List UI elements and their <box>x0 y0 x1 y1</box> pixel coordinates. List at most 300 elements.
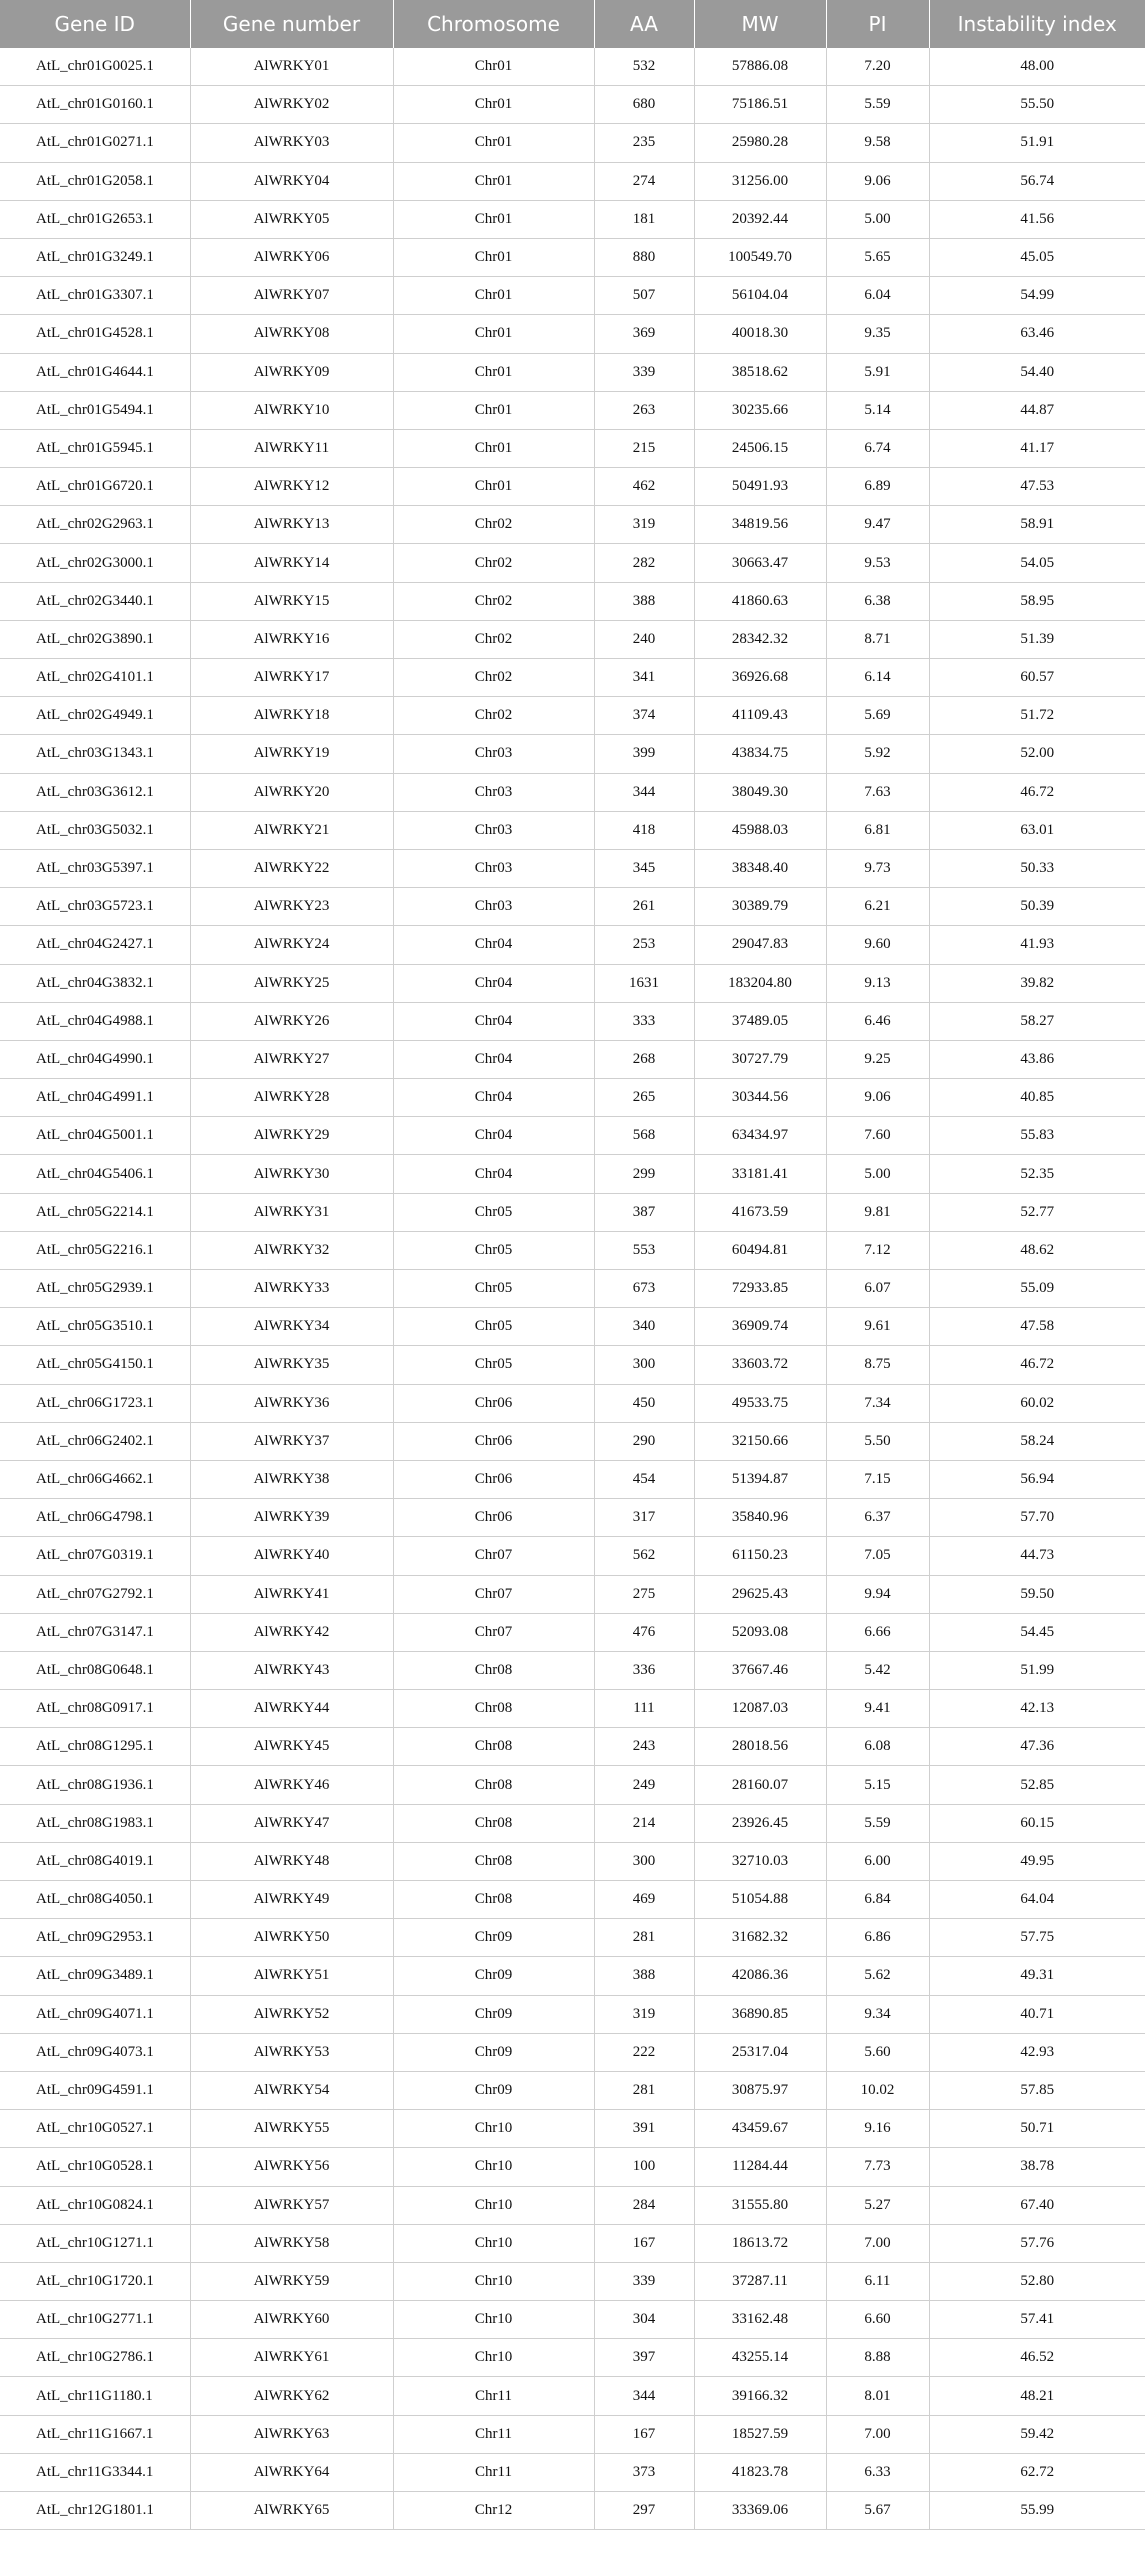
cell-gene-number: AlWRKY52 <box>190 1995 393 2033</box>
cell-aa: 235 <box>594 124 694 162</box>
cell-gene-number: AlWRKY41 <box>190 1575 393 1613</box>
cell-gene-number: AlWRKY53 <box>190 2033 393 2071</box>
cell-pi: 8.88 <box>826 2339 929 2377</box>
column-header-gene-number: Gene number <box>190 0 393 48</box>
cell-gene-id: AtL_chr07G2792.1 <box>0 1575 190 1613</box>
cell-aa: 507 <box>594 277 694 315</box>
cell-instability-index: 60.15 <box>929 1804 1145 1842</box>
cell-chromosome: Chr01 <box>393 315 594 353</box>
cell-gene-id: AtL_chr01G0025.1 <box>0 48 190 86</box>
table-row <box>0 582 1145 620</box>
cell-chromosome: Chr01 <box>393 277 594 315</box>
cell-gene-number: AlWRKY08 <box>190 315 393 353</box>
cell-gene-id: AtL_chr04G4988.1 <box>0 1002 190 1040</box>
cell-mw: 51394.87 <box>694 1460 826 1498</box>
cell-pi: 5.50 <box>826 1422 929 1460</box>
header-row <box>0 0 1145 48</box>
cell-mw: 30875.97 <box>694 2071 826 2109</box>
cell-chromosome: Chr09 <box>393 1995 594 2033</box>
cell-instability-index: 52.85 <box>929 1766 1145 1804</box>
cell-chromosome: Chr01 <box>393 124 594 162</box>
column-header-mw: MW <box>694 0 826 48</box>
table-row <box>0 773 1145 811</box>
cell-mw: 43459.67 <box>694 2110 826 2148</box>
cell-pi: 5.27 <box>826 2186 929 2224</box>
cell-aa: 333 <box>594 1002 694 1040</box>
cell-pi: 6.14 <box>826 659 929 697</box>
cell-mw: 31256.00 <box>694 162 826 200</box>
cell-aa: 469 <box>594 1881 694 1919</box>
cell-gene-number: AlWRKY63 <box>190 2415 393 2453</box>
cell-gene-id: AtL_chr01G6720.1 <box>0 468 190 506</box>
cell-pi: 5.65 <box>826 238 929 276</box>
cell-gene-number: AlWRKY17 <box>190 659 393 697</box>
cell-gene-number: AlWRKY50 <box>190 1919 393 1957</box>
cell-gene-number: AlWRKY55 <box>190 2110 393 2148</box>
cell-gene-id: AtL_chr08G1983.1 <box>0 1804 190 1842</box>
cell-chromosome: Chr11 <box>393 2377 594 2415</box>
cell-chromosome: Chr02 <box>393 659 594 697</box>
cell-mw: 37667.46 <box>694 1651 826 1689</box>
cell-gene-id: AtL_chr02G3890.1 <box>0 620 190 658</box>
cell-chromosome: Chr06 <box>393 1422 594 1460</box>
cell-gene-id: AtL_chr01G0271.1 <box>0 124 190 162</box>
cell-chromosome: Chr10 <box>393 2224 594 2262</box>
table-row <box>0 1079 1145 1117</box>
cell-gene-number: AlWRKY45 <box>190 1728 393 1766</box>
cell-gene-number: AlWRKY30 <box>190 1155 393 1193</box>
cell-mw: 20392.44 <box>694 200 826 238</box>
cell-pi: 5.92 <box>826 735 929 773</box>
cell-gene-number: AlWRKY37 <box>190 1422 393 1460</box>
cell-pi: 9.81 <box>826 1193 929 1231</box>
cell-mw: 28018.56 <box>694 1728 826 1766</box>
cell-chromosome: Chr01 <box>393 429 594 467</box>
cell-gene-number: AlWRKY11 <box>190 429 393 467</box>
cell-gene-id: AtL_chr01G2653.1 <box>0 200 190 238</box>
cell-aa: 284 <box>594 2186 694 2224</box>
cell-chromosome: Chr02 <box>393 582 594 620</box>
cell-instability-index: 52.35 <box>929 1155 1145 1193</box>
cell-chromosome: Chr10 <box>393 2186 594 2224</box>
cell-aa: 300 <box>594 1842 694 1880</box>
cell-gene-id: AtL_chr08G0917.1 <box>0 1690 190 1728</box>
table-row <box>0 238 1145 276</box>
cell-gene-number: AlWRKY58 <box>190 2224 393 2262</box>
cell-gene-number: AlWRKY28 <box>190 1079 393 1117</box>
cell-gene-number: AlWRKY14 <box>190 544 393 582</box>
cell-aa: 680 <box>594 86 694 124</box>
table-row <box>0 1155 1145 1193</box>
cell-instability-index: 41.17 <box>929 429 1145 467</box>
cell-aa: 339 <box>594 2262 694 2300</box>
cell-mw: 51054.88 <box>694 1881 826 1919</box>
cell-mw: 63434.97 <box>694 1117 826 1155</box>
cell-gene-id: AtL_chr01G5945.1 <box>0 429 190 467</box>
cell-mw: 75186.51 <box>694 86 826 124</box>
cell-gene-id: AtL_chr04G2427.1 <box>0 926 190 964</box>
cell-aa: 418 <box>594 811 694 849</box>
cell-pi: 9.41 <box>826 1690 929 1728</box>
cell-aa: 397 <box>594 2339 694 2377</box>
cell-instability-index: 57.70 <box>929 1499 1145 1537</box>
cell-pi: 5.00 <box>826 1155 929 1193</box>
cell-instability-index: 52.77 <box>929 1193 1145 1231</box>
cell-chromosome: Chr06 <box>393 1499 594 1537</box>
cell-mw: 34819.56 <box>694 506 826 544</box>
cell-gene-id: AtL_chr01G0160.1 <box>0 86 190 124</box>
cell-gene-id: AtL_chr08G4050.1 <box>0 1881 190 1919</box>
cell-mw: 56104.04 <box>694 277 826 315</box>
cell-gene-number: AlWRKY06 <box>190 238 393 276</box>
cell-aa: 243 <box>594 1728 694 1766</box>
cell-pi: 5.15 <box>826 1766 929 1804</box>
cell-chromosome: Chr04 <box>393 1002 594 1040</box>
cell-chromosome: Chr01 <box>393 391 594 429</box>
cell-gene-number: AlWRKY47 <box>190 1804 393 1842</box>
cell-gene-number: AlWRKY27 <box>190 1040 393 1078</box>
cell-mw: 32150.66 <box>694 1422 826 1460</box>
cell-aa: 341 <box>594 659 694 697</box>
cell-mw: 41673.59 <box>694 1193 826 1231</box>
table-row <box>0 2492 1145 2530</box>
cell-mw: 31555.80 <box>694 2186 826 2224</box>
cell-gene-number: AlWRKY31 <box>190 1193 393 1231</box>
cell-mw: 41860.63 <box>694 582 826 620</box>
cell-pi: 6.81 <box>826 811 929 849</box>
cell-gene-id: AtL_chr05G2939.1 <box>0 1270 190 1308</box>
table-row <box>0 1575 1145 1613</box>
cell-aa: 261 <box>594 888 694 926</box>
cell-instability-index: 39.82 <box>929 964 1145 1002</box>
table-row <box>0 2453 1145 2491</box>
cell-chromosome: Chr05 <box>393 1308 594 1346</box>
cell-gene-id: AtL_chr01G3249.1 <box>0 238 190 276</box>
cell-gene-id: AtL_chr12G1801.1 <box>0 2492 190 2530</box>
cell-pi: 6.74 <box>826 429 929 467</box>
cell-instability-index: 43.86 <box>929 1040 1145 1078</box>
cell-gene-id: AtL_chr05G3510.1 <box>0 1308 190 1346</box>
cell-instability-index: 52.00 <box>929 735 1145 773</box>
cell-chromosome: Chr01 <box>393 200 594 238</box>
cell-chromosome: Chr02 <box>393 544 594 582</box>
cell-aa: 369 <box>594 315 694 353</box>
table-row <box>0 1308 1145 1346</box>
column-header-aa: AA <box>594 0 694 48</box>
cell-aa: 553 <box>594 1231 694 1269</box>
cell-instability-index: 46.52 <box>929 2339 1145 2377</box>
cell-gene-id: AtL_chr02G3000.1 <box>0 544 190 582</box>
cell-gene-number: AlWRKY38 <box>190 1460 393 1498</box>
cell-mw: 33181.41 <box>694 1155 826 1193</box>
cell-chromosome: Chr04 <box>393 1155 594 1193</box>
cell-instability-index: 52.80 <box>929 2262 1145 2300</box>
cell-chromosome: Chr04 <box>393 1079 594 1117</box>
table-row <box>0 1842 1145 1880</box>
cell-aa: 167 <box>594 2415 694 2453</box>
cell-aa: 222 <box>594 2033 694 2071</box>
cell-gene-number: AlWRKY13 <box>190 506 393 544</box>
cell-mw: 61150.23 <box>694 1537 826 1575</box>
cell-pi: 7.15 <box>826 1460 929 1498</box>
cell-instability-index: 51.91 <box>929 124 1145 162</box>
cell-gene-id: AtL_chr02G3440.1 <box>0 582 190 620</box>
cell-aa: 373 <box>594 2453 694 2491</box>
cell-pi: 7.12 <box>826 1231 929 1269</box>
cell-gene-number: AlWRKY33 <box>190 1270 393 1308</box>
cell-chromosome: Chr08 <box>393 1881 594 1919</box>
cell-aa: 391 <box>594 2110 694 2148</box>
cell-gene-number: AlWRKY61 <box>190 2339 393 2377</box>
cell-chromosome: Chr09 <box>393 2033 594 2071</box>
cell-instability-index: 58.24 <box>929 1422 1145 1460</box>
cell-instability-index: 48.62 <box>929 1231 1145 1269</box>
cell-aa: 399 <box>594 735 694 773</box>
cell-gene-id: AtL_chr02G2963.1 <box>0 506 190 544</box>
cell-instability-index: 59.50 <box>929 1575 1145 1613</box>
cell-instability-index: 46.72 <box>929 773 1145 811</box>
cell-mw: 36890.85 <box>694 1995 826 2033</box>
cell-mw: 32710.03 <box>694 1842 826 1880</box>
table-row <box>0 1270 1145 1308</box>
table-row <box>0 353 1145 391</box>
cell-mw: 33603.72 <box>694 1346 826 1384</box>
table-row <box>0 1002 1145 1040</box>
cell-chromosome: Chr03 <box>393 811 594 849</box>
table-row <box>0 429 1145 467</box>
cell-mw: 28160.07 <box>694 1766 826 1804</box>
cell-gene-id: AtL_chr10G0528.1 <box>0 2148 190 2186</box>
table-row <box>0 48 1145 86</box>
cell-gene-id: AtL_chr06G4798.1 <box>0 1499 190 1537</box>
cell-instability-index: 46.72 <box>929 1346 1145 1384</box>
cell-instability-index: 49.31 <box>929 1957 1145 1995</box>
cell-instability-index: 56.74 <box>929 162 1145 200</box>
cell-instability-index: 48.00 <box>929 48 1145 86</box>
table-row <box>0 1193 1145 1231</box>
cell-aa: 275 <box>594 1575 694 1613</box>
cell-mw: 38348.40 <box>694 849 826 887</box>
cell-aa: 339 <box>594 353 694 391</box>
cell-aa: 300 <box>594 1346 694 1384</box>
table-row <box>0 1919 1145 1957</box>
cell-instability-index: 49.95 <box>929 1842 1145 1880</box>
cell-mw: 30727.79 <box>694 1040 826 1078</box>
cell-instability-index: 42.93 <box>929 2033 1145 2071</box>
cell-mw: 50491.93 <box>694 468 826 506</box>
table-row <box>0 1117 1145 1155</box>
cell-pi: 9.53 <box>826 544 929 582</box>
cell-pi: 5.62 <box>826 1957 929 1995</box>
cell-instability-index: 60.02 <box>929 1384 1145 1422</box>
cell-gene-id: AtL_chr01G2058.1 <box>0 162 190 200</box>
cell-pi: 9.61 <box>826 1308 929 1346</box>
cell-pi: 8.71 <box>826 620 929 658</box>
cell-aa: 344 <box>594 773 694 811</box>
cell-mw: 183204.80 <box>694 964 826 1002</box>
cell-instability-index: 55.99 <box>929 2492 1145 2530</box>
cell-chromosome: Chr05 <box>393 1270 594 1308</box>
cell-instability-index: 48.21 <box>929 2377 1145 2415</box>
cell-aa: 263 <box>594 391 694 429</box>
table-row <box>0 1422 1145 1460</box>
cell-aa: 249 <box>594 1766 694 1804</box>
cell-gene-id: AtL_chr10G1720.1 <box>0 2262 190 2300</box>
cell-gene-id: AtL_chr04G4991.1 <box>0 1079 190 1117</box>
cell-aa: 388 <box>594 582 694 620</box>
cell-pi: 6.00 <box>826 1842 929 1880</box>
table-row <box>0 964 1145 1002</box>
cell-aa: 450 <box>594 1384 694 1422</box>
cell-gene-id: AtL_chr06G4662.1 <box>0 1460 190 1498</box>
cell-gene-number: AlWRKY03 <box>190 124 393 162</box>
cell-mw: 24506.15 <box>694 429 826 467</box>
cell-instability-index: 57.75 <box>929 1919 1145 1957</box>
cell-pi: 9.47 <box>826 506 929 544</box>
cell-gene-number: AlWRKY29 <box>190 1117 393 1155</box>
cell-instability-index: 67.40 <box>929 2186 1145 2224</box>
cell-chromosome: Chr01 <box>393 162 594 200</box>
cell-pi: 6.89 <box>826 468 929 506</box>
cell-aa: 268 <box>594 1040 694 1078</box>
cell-pi: 5.59 <box>826 86 929 124</box>
cell-pi: 6.86 <box>826 1919 929 1957</box>
cell-gene-id: AtL_chr10G1271.1 <box>0 2224 190 2262</box>
cell-gene-id: AtL_chr04G5001.1 <box>0 1117 190 1155</box>
cell-gene-id: AtL_chr10G2786.1 <box>0 2339 190 2377</box>
cell-instability-index: 40.85 <box>929 1079 1145 1117</box>
table-row <box>0 1766 1145 1804</box>
cell-gene-id: AtL_chr02G4101.1 <box>0 659 190 697</box>
cell-mw: 42086.36 <box>694 1957 826 1995</box>
cell-gene-number: AlWRKY04 <box>190 162 393 200</box>
cell-pi: 9.25 <box>826 1040 929 1078</box>
cell-instability-index: 41.56 <box>929 200 1145 238</box>
cell-mw: 41109.43 <box>694 697 826 735</box>
cell-mw: 35840.96 <box>694 1499 826 1537</box>
cell-gene-number: AlWRKY39 <box>190 1499 393 1537</box>
cell-gene-number: AlWRKY09 <box>190 353 393 391</box>
cell-aa: 340 <box>594 1308 694 1346</box>
cell-gene-id: AtL_chr09G4071.1 <box>0 1995 190 2033</box>
cell-instability-index: 54.45 <box>929 1613 1145 1651</box>
cell-mw: 30663.47 <box>694 544 826 582</box>
cell-aa: 281 <box>594 2071 694 2109</box>
cell-instability-index: 41.93 <box>929 926 1145 964</box>
cell-gene-number: AlWRKY19 <box>190 735 393 773</box>
table-row <box>0 544 1145 582</box>
cell-gene-number: AlWRKY42 <box>190 1613 393 1651</box>
cell-chromosome: Chr09 <box>393 1919 594 1957</box>
table-row <box>0 2186 1145 2224</box>
cell-mw: 43834.75 <box>694 735 826 773</box>
cell-pi: 5.00 <box>826 200 929 238</box>
cell-chromosome: Chr08 <box>393 1728 594 1766</box>
cell-mw: 18613.72 <box>694 2224 826 2262</box>
table-row <box>0 2415 1145 2453</box>
cell-pi: 6.04 <box>826 277 929 315</box>
cell-mw: 38518.62 <box>694 353 826 391</box>
cell-gene-number: AlWRKY60 <box>190 2301 393 2339</box>
cell-gene-id: AtL_chr02G4949.1 <box>0 697 190 735</box>
cell-aa: 215 <box>594 429 694 467</box>
cell-chromosome: Chr06 <box>393 1384 594 1422</box>
cell-chromosome: Chr03 <box>393 773 594 811</box>
cell-chromosome: Chr07 <box>393 1613 594 1651</box>
cell-gene-number: AlWRKY64 <box>190 2453 393 2491</box>
table-row <box>0 1460 1145 1498</box>
cell-chromosome: Chr07 <box>393 1537 594 1575</box>
cell-pi: 7.20 <box>826 48 929 86</box>
cell-aa: 240 <box>594 620 694 658</box>
cell-chromosome: Chr06 <box>393 1460 594 1498</box>
cell-gene-number: AlWRKY05 <box>190 200 393 238</box>
table-row <box>0 926 1145 964</box>
table-header <box>0 0 1145 48</box>
cell-instability-index: 50.71 <box>929 2110 1145 2148</box>
cell-pi: 9.06 <box>826 162 929 200</box>
cell-instability-index: 44.87 <box>929 391 1145 429</box>
cell-chromosome: Chr08 <box>393 1690 594 1728</box>
table-row <box>0 2148 1145 2186</box>
cell-pi: 9.06 <box>826 1079 929 1117</box>
cell-aa: 319 <box>594 1995 694 2033</box>
cell-aa: 336 <box>594 1651 694 1689</box>
column-header-gene-id: Gene ID <box>0 0 190 48</box>
cell-gene-number: AlWRKY62 <box>190 2377 393 2415</box>
cell-pi: 5.91 <box>826 353 929 391</box>
cell-gene-id: AtL_chr09G2953.1 <box>0 1919 190 1957</box>
cell-mw: 30235.66 <box>694 391 826 429</box>
cell-mw: 25980.28 <box>694 124 826 162</box>
table-row <box>0 2110 1145 2148</box>
table-row <box>0 811 1145 849</box>
cell-pi: 6.38 <box>826 582 929 620</box>
cell-instability-index: 47.53 <box>929 468 1145 506</box>
cell-mw: 41823.78 <box>694 2453 826 2491</box>
cell-gene-number: AlWRKY51 <box>190 1957 393 1995</box>
cell-gene-id: AtL_chr06G1723.1 <box>0 1384 190 1422</box>
cell-mw: 72933.85 <box>694 1270 826 1308</box>
cell-gene-number: AlWRKY56 <box>190 2148 393 2186</box>
cell-aa: 1631 <box>594 964 694 1002</box>
table-row <box>0 2262 1145 2300</box>
cell-chromosome: Chr02 <box>393 620 594 658</box>
table-row <box>0 315 1145 353</box>
cell-chromosome: Chr01 <box>393 48 594 86</box>
cell-aa: 476 <box>594 1613 694 1651</box>
cell-gene-number: AlWRKY20 <box>190 773 393 811</box>
cell-aa: 673 <box>594 1270 694 1308</box>
cell-gene-number: AlWRKY16 <box>190 620 393 658</box>
cell-instability-index: 45.05 <box>929 238 1145 276</box>
cell-instability-index: 51.99 <box>929 1651 1145 1689</box>
cell-gene-id: AtL_chr03G1343.1 <box>0 735 190 773</box>
cell-mw: 29047.83 <box>694 926 826 964</box>
cell-pi: 5.67 <box>826 2492 929 2530</box>
cell-mw: 100549.70 <box>694 238 826 276</box>
cell-gene-number: AlWRKY43 <box>190 1651 393 1689</box>
cell-chromosome: Chr09 <box>393 2071 594 2109</box>
cell-instability-index: 42.13 <box>929 1690 1145 1728</box>
table-row <box>0 124 1145 162</box>
cell-gene-id: AtL_chr04G3832.1 <box>0 964 190 1002</box>
table-row <box>0 1728 1145 1766</box>
table-row <box>0 888 1145 926</box>
cell-aa: 462 <box>594 468 694 506</box>
cell-mw: 39166.32 <box>694 2377 826 2415</box>
cell-instability-index: 55.83 <box>929 1117 1145 1155</box>
